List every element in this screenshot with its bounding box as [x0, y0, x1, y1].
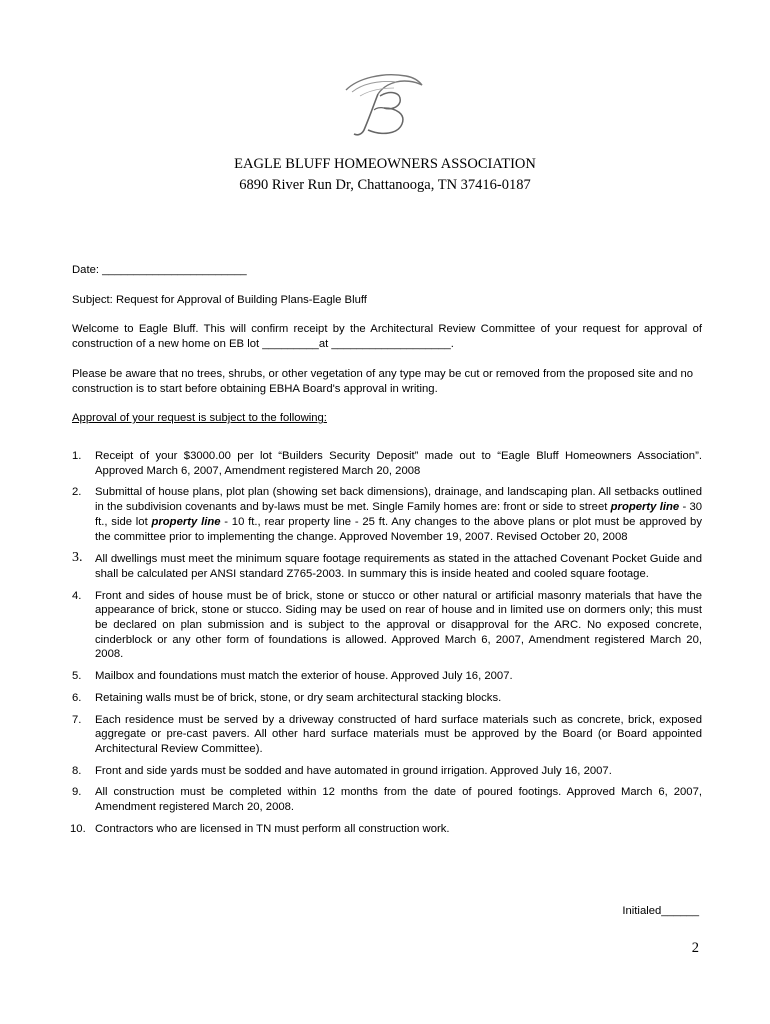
list-item: [72, 449, 702, 478]
property-line-emphasis: property line: [610, 501, 680, 514]
item-text: Contractors who are licensed in TN must perform all construction work.: [95, 822, 450, 835]
welcome-paragraph: Welcome to Eagle Bluff. This will confirm receipt by the Architectural Review Committee of your request for approval of construction of a new home on EB lot _________at ___________________.: [72, 323, 702, 350]
list-item: [72, 785, 702, 814]
org-address: 6890 River Run Dr, Chattanooga, TN 37416-0187: [239, 177, 531, 193]
vegetation-notice: Please be aware that no trees, shrubs, or other vegetation of any type may be cut or removed from the proposed site and no construction is to start before obtaining EBHA Board's approval in writing.: [72, 368, 694, 395]
item-number: 4.: [72, 589, 82, 602]
item-number: 1.: [72, 450, 82, 462]
page-number: 2: [691, 940, 699, 956]
subject-line: Subject: Request for Approval of Building Plans-Eagle Bluff: [72, 294, 367, 306]
item-text: - 10 ft., rear property line - 25 ft. Any changes to the above plans or plot must be approved by the committee prior to implementing the change. Approved November 19, 2007. Revised October 20, 2008: [95, 515, 702, 543]
eagle-bluff-logo: [338, 70, 428, 142]
item-text: Each residence must be served by a driveway constructed of hard surface materials such as concrete, brick, exposed aggregate or pre-cast pavers. All other hard surface materials must be approved by the Board (or Board appointed Architectural Review Committee).: [95, 713, 702, 755]
list-item: [72, 669, 702, 684]
item-text: Retaining walls must be of brick, stone, or dry seam architectural stacking blocks.: [95, 691, 502, 704]
item-text: All dwellings must meet the minimum square footage requirements as stated in the attached Covenant Pocket Guide and shall be calculated per ANSI standard Z765-2003. In summary this is inside heated and cooled square footage.: [95, 553, 702, 580]
list-item: [72, 552, 702, 581]
requirements-list: [72, 449, 702, 836]
list-item: [72, 713, 702, 757]
initialed-line: Initialed______: [622, 905, 699, 917]
item-text: Receipt of your $3000.00 per lot “Builders Security Deposit” made out to “Eagle Bluff Homeowners Association”. Approved March 6, 2007, Amendment registered March 20, 2008: [95, 450, 702, 477]
item-number: 6.: [72, 691, 82, 704]
item-text: Mailbox and foundations must match the exterior of house. Approved July 16, 2007.: [95, 670, 513, 683]
item-number: 8.: [72, 764, 82, 777]
approval-heading: Approval of your request is subject to the following:: [72, 412, 327, 424]
item-number: 3.: [72, 550, 83, 566]
item-number: 10.: [70, 822, 86, 835]
eagle-bluff-monogram-icon: [338, 70, 428, 142]
item-text: Front and sides of house must be of brick, stone or stucco or other natural or artificial masonry materials that have the appearance of brick, stone or stucco. Siding may be used on rear of house and in limited use on dormers only; this must be declared on plan submission and is subject to the approval or disapproval for the ARC. No exposed concrete, cinderblock or any other form of foundations is allowed. Approved March 6, 2007, Amendment registered March 20, 2008.: [95, 589, 702, 661]
item-number: 2.: [72, 486, 82, 499]
list-item: [72, 589, 702, 663]
list-item: [72, 764, 702, 779]
item-number: 9.: [72, 786, 82, 799]
item-number: 7.: [72, 713, 82, 726]
item-text: Submittal of house plans, plot plan (showing set back dimensions), drainage, and landscaping plan. All setbacks outlined in the subdivision covenants and by-laws must be met. Single Family homes are: front or side to street: [95, 486, 702, 514]
list-item: [72, 822, 702, 837]
org-name: EAGLE BLUFF HOMEOWNERS ASSOCIATION: [234, 156, 536, 172]
property-line-emphasis: property line: [151, 515, 221, 528]
list-item: [72, 485, 702, 544]
item-text: - 30 ft., side lot: [95, 501, 703, 528]
item-number: 5.: [72, 670, 82, 683]
date-line: Date: _______________________: [72, 264, 247, 276]
item-text: All construction must be completed within 12 months from the date of poured footings. Approved March 6, 2007, Amendment registered March 20, 2008.: [95, 786, 702, 814]
list-item: [72, 691, 702, 706]
item-text: Front and side yards must be sodded and have automated in ground irrigation. Approved July 16, 2007.: [95, 764, 612, 777]
